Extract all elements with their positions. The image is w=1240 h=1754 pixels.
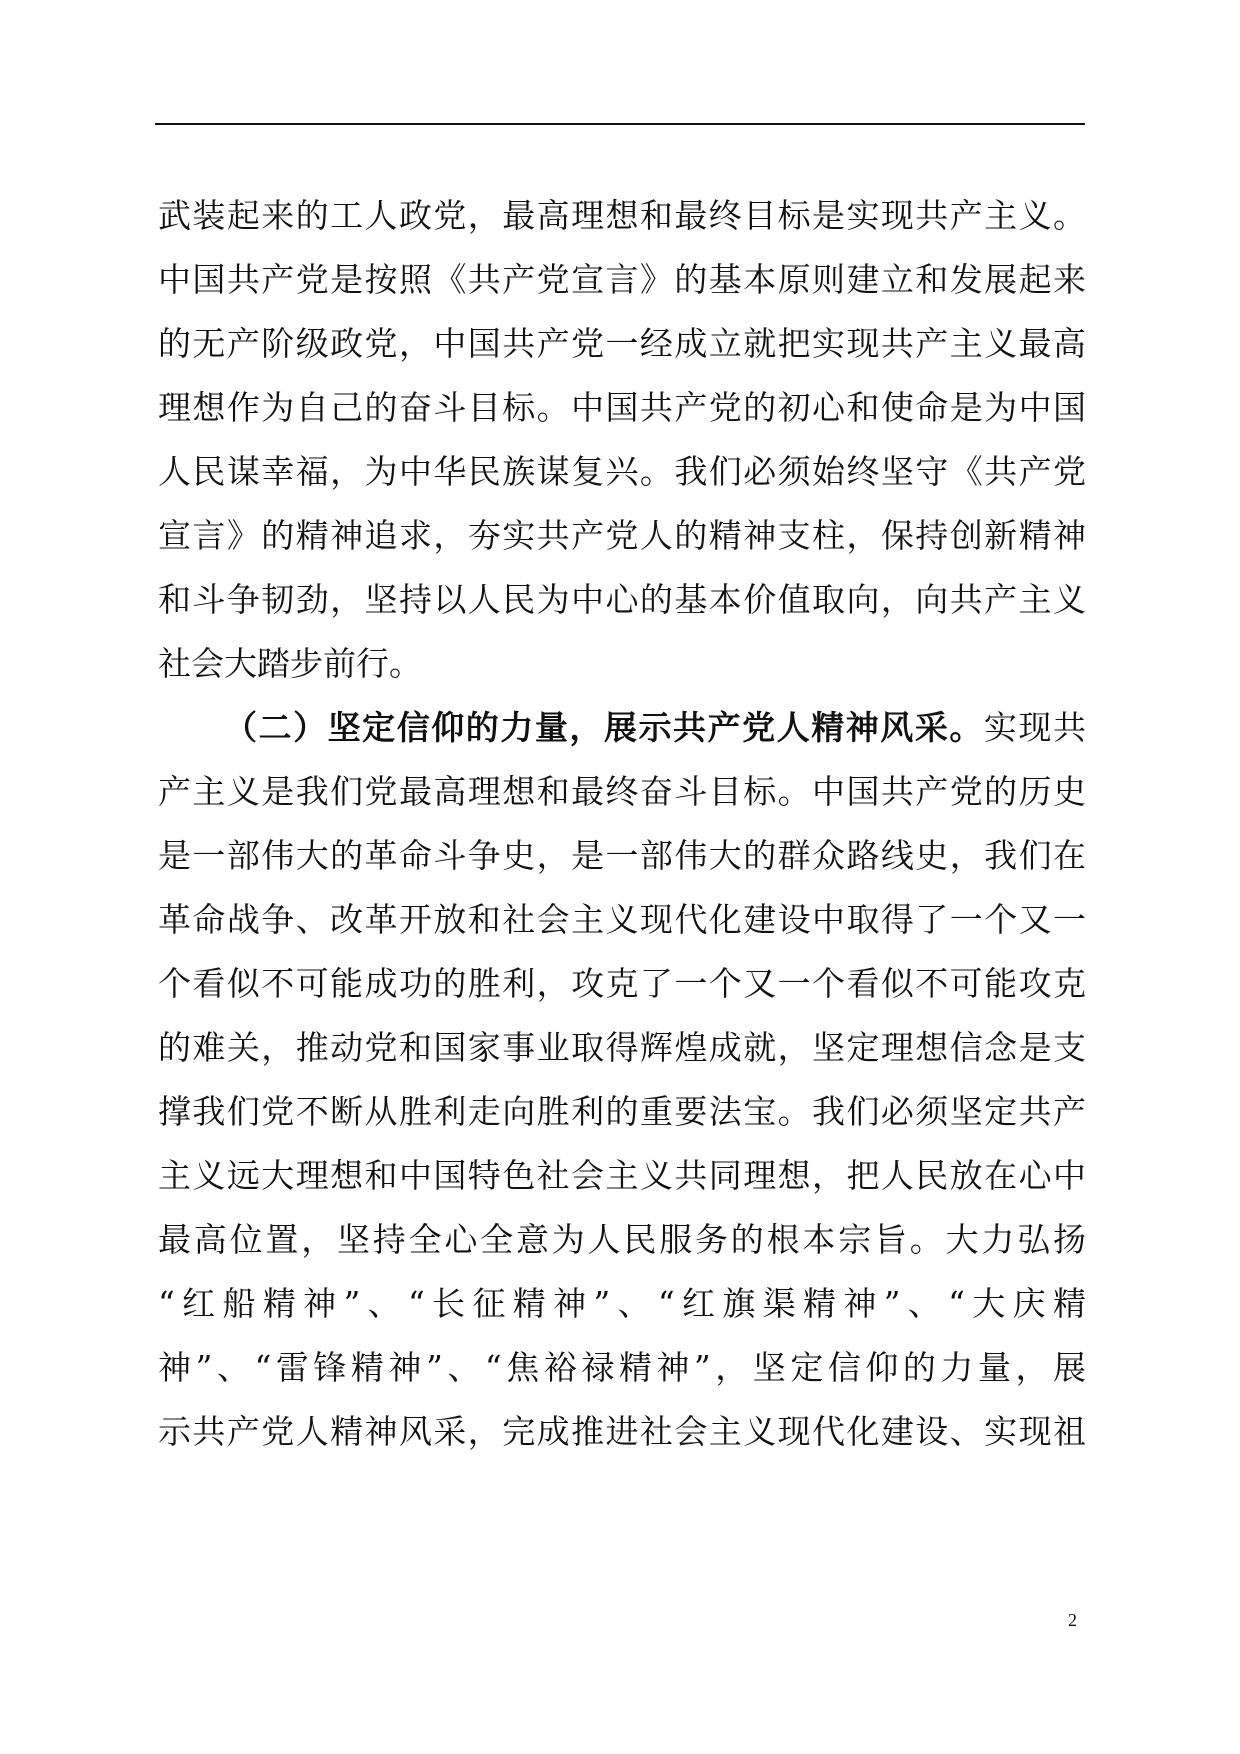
body-text-line: 神”、“雷锋精神”、“焦裕禄精神”，坚定信仰的力量，展 [158, 1348, 1086, 1387]
page-number: 2 [1068, 1610, 1077, 1630]
body-text-line: 社会大踏步前行。 [158, 644, 422, 683]
body-text-line: 撑我们党不断从胜利走向胜利的重要法宝。我们必须坚定共产 [158, 1092, 1086, 1131]
body-text-line: 和斗争韧劲，坚持以人民为中心的基本价值取向，向共产主义 [158, 580, 1086, 619]
section-first-line [224, 708, 1086, 748]
body-text-line: 理想作为自己的奋斗目标。中国共产党的初心和使命是为中国 [158, 388, 1086, 427]
body-text-line: 革命战争、改革开放和社会主义现代化建设中取得了一个又一 [158, 900, 1086, 939]
body-text-line: 中国共产党是按照《共产党宣言》的基本原则建立和发展起来 [158, 260, 1086, 299]
header-rule [155, 123, 1085, 125]
body-text-line: 人民谋幸福，为中华民族谋复兴。我们必须始终坚守《共产党 [158, 452, 1086, 491]
body-text-line: 产主义是我们党最高理想和最终奋斗目标。中国共产党的历史 [158, 772, 1086, 811]
body-text-line: 的难关，推动党和国家事业取得辉煌成就，坚定理想信念是支 [158, 1028, 1086, 1067]
section-first-line-text: 实现共 [983, 708, 1087, 747]
body-text-line: 主义远大理想和中国特色社会主义共同理想，把人民放在心中 [158, 1156, 1086, 1195]
body-text-line: 示共产党人精神风采，完成推进社会主义现代化建设、实现祖 [158, 1412, 1086, 1451]
body-text-line: 是一部伟大的革命斗争史，是一部伟大的群众路线史，我们在 [158, 836, 1086, 875]
body-text-line: 武装起来的工人政党，最高理想和最终目标是实现共产主义。 [158, 196, 1086, 235]
body-text-line: 的无产阶级政党，中国共产党一经成立就把实现共产主义最高 [158, 324, 1086, 363]
body-text-line: 最高位置，坚持全心全意为人民服务的根本宗旨。大力弘扬 [158, 1220, 1086, 1259]
body-text-line: 个看似不可能成功的胜利，攻克了一个又一个看似不可能攻克 [158, 964, 1086, 1003]
body-text-line: “红船精神”、“长征精神”、“红旗渠精神”、“大庆精 [158, 1284, 1086, 1323]
body-text-line: 宣言》的精神追求，夯实共产党人的精神支柱，保持创新精神 [158, 516, 1086, 555]
section-heading: （二）坚定信仰的力量，展示共产党人精神风采。 [224, 708, 984, 747]
